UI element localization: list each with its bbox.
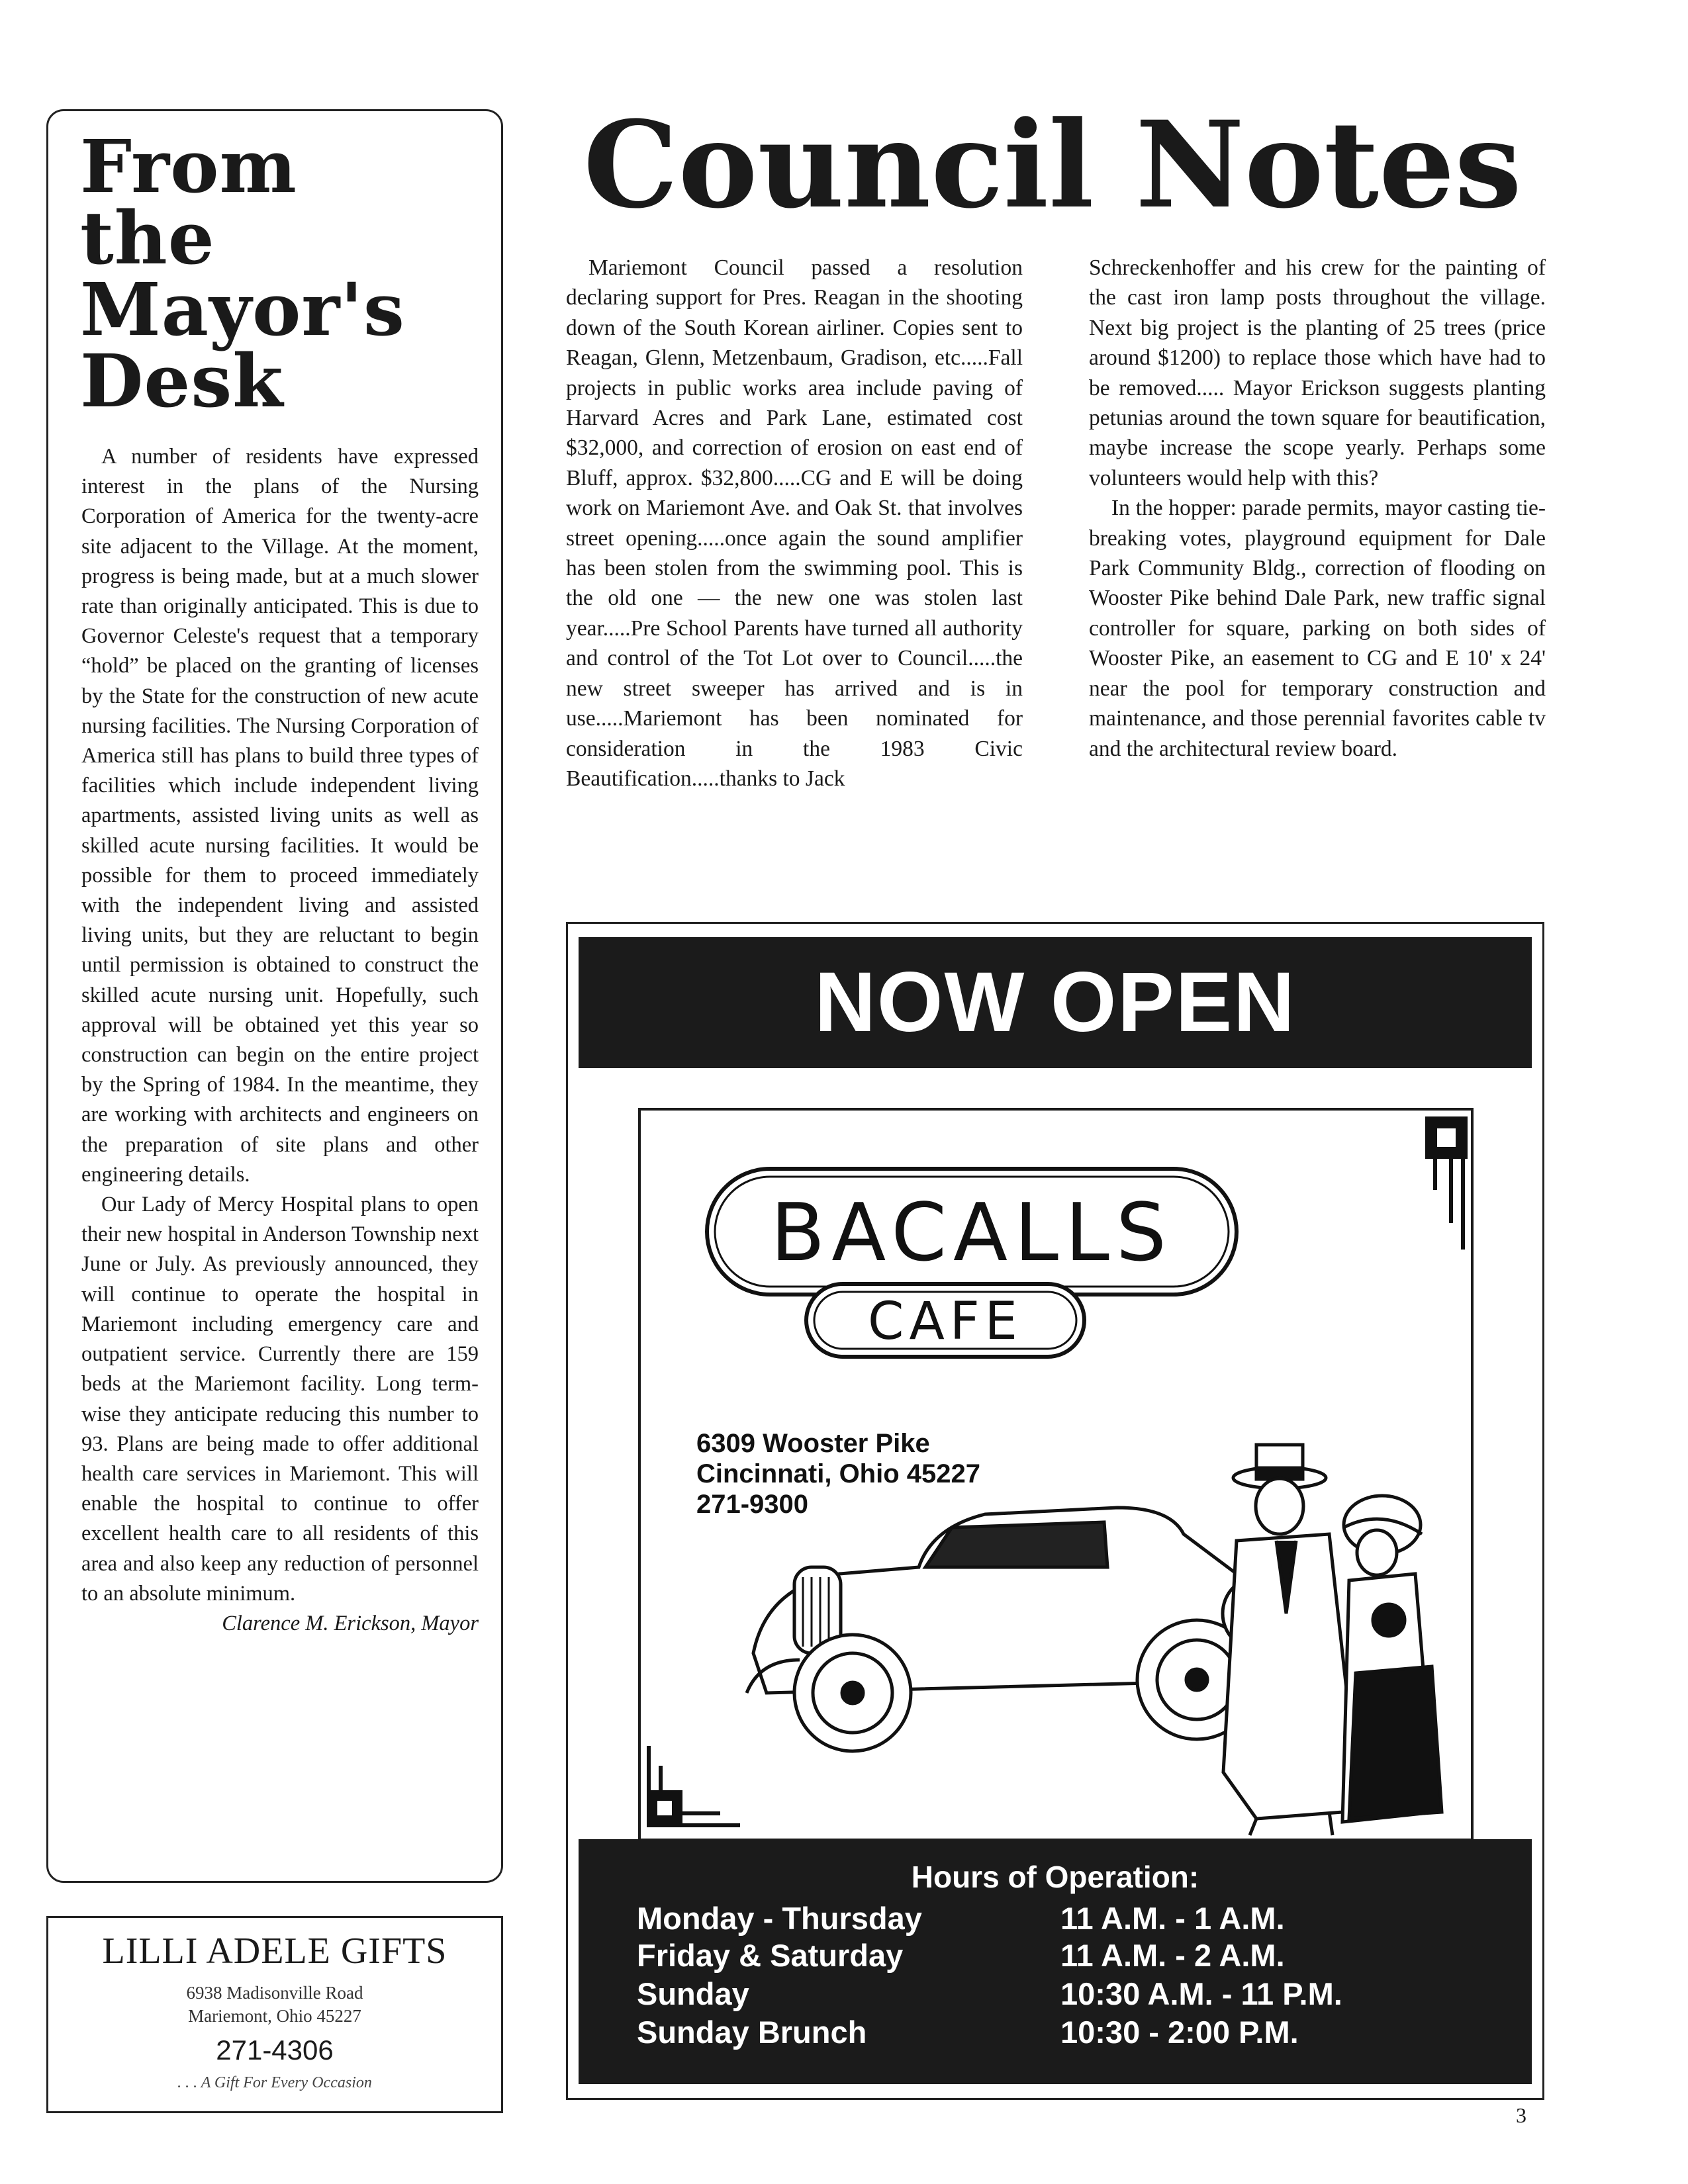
hours-day: Sunday xyxy=(637,1976,749,2011)
hours-time: 10:30 A.M. - 11 P.M. xyxy=(1060,1976,1342,2011)
cafe-city: Cincinnati, Ohio 45227 xyxy=(696,1459,981,1488)
council-column-2 xyxy=(1089,253,1546,764)
bacalls-logo xyxy=(707,1169,1237,1357)
mayor-title-line: the xyxy=(80,195,215,281)
bacalls-cafe-ad xyxy=(566,922,1544,2100)
now-open-banner: NOW OPEN xyxy=(579,937,1532,1068)
cafe-street: 6309 Wooster Pike xyxy=(696,1429,930,1458)
logo-cafe-text: CAFE xyxy=(868,1292,1023,1351)
hours-day: Sunday Brunch xyxy=(637,2015,867,2050)
mayor-title-line: Desk xyxy=(80,338,284,424)
council-notes-title: Council Notes xyxy=(583,95,1522,235)
mayor-title-line: From xyxy=(80,124,297,209)
council-paragraph: In the hopper: parade permits, mayor casting tie-breaking votes, playground equipment for Dale Park Community Bldg., correction of flooding on Wooster Pike behind Dale Park, new traffic signal controller for square, parking on both sides of Wooster Pike, an easement to CG and E 10' x 24' near the pool for temporary construction and maintenance, and those perennial favorites cable tv and the architectural review board. xyxy=(1089,496,1546,761)
lilli-ad-name: LILLI ADELE GIFTS xyxy=(102,1931,447,1972)
mayor-article-body xyxy=(81,442,479,1639)
council-column-1 xyxy=(566,253,1023,794)
mayor-desk-title xyxy=(80,124,491,424)
council-paragraph: Mariemont Council passed a resolution declaring support for Pres. Reagan in the shooting down of the South Korean airliner. Copies sent to Reagan, Glenn, Metzenbaum, Gradison, etc.....Fall projects in public works area include paving of Harvard Acres and Park Lane, estimated cost $32,000, and correction of erosion on east end of Bluff, approx. $32,800.....CG and E will be doing work on Mariemont Ave. and Oak St. that involves street opening.....once again the sound amplifier has been stolen from the swimming pool. This is the old one — the new one was stolen last year.....Pre School Parents have turned all authority and control of the Tot Lot over to Council.....the new street sweeper has arrived and is in use.....Mariemont has been nominated for consideration in the 1983 Civic Beautification.....thanks to Jack xyxy=(566,255,1023,791)
mayor-title-line: Mayor's xyxy=(80,267,405,352)
hours-time: 11 A.M. - 1 A.M. xyxy=(1060,1901,1285,1936)
lilli-adele-ad xyxy=(46,1916,503,2113)
hours-time: 11 A.M. - 2 A.M. xyxy=(1060,1938,1285,1973)
hours-day: Friday & Saturday xyxy=(637,1938,904,1973)
lilli-ad-tagline: . . . A Gift For Every Occasion xyxy=(177,2074,372,2091)
hours-of-operation-panel xyxy=(579,1839,1532,2084)
mayor-signature: Clarence M. Erickson, Mayor xyxy=(222,1611,479,1635)
vintage-car-icon xyxy=(747,1508,1297,1751)
mayor-desk-box xyxy=(46,109,503,1883)
hours-title: Hours of Operation: xyxy=(911,1860,1199,1894)
lilli-ad-phone: 271-4306 xyxy=(216,2034,334,2066)
mayor-paragraph: Our Lady of Mercy Hospital plans to open their new hospital in Anderson Township next June or July. As previously announced, they will continue to operate the hospital in Mariemont including emergency care and outpatient service. Currently there are 159 beds at the Mariemont facility. Long term-wise they anticipate reducing this number to 93. Plans are being made to offer additional health care services in Mariemont. This will enable the hospital to continue to offer excellent health care to all residents of this area and also keep any reduction of personnel to an absolute minimum. xyxy=(81,1193,479,1606)
mayor-paragraph: A number of residents have expressed interest in the plans of the Nursing Corporation of America for the twenty-acre site adjacent to the Village. At the moment, progress is being made, but at a much slower rate than originally anticipated. This is due to Governor Celeste's request that a temporary “hold” be placed on the granting of licenses by the State for the construction of new acute nursing facilities. The Nursing Corporation of America still has plans to build three types of facilities which include independent living apartments, assisted living units as well as skilled acute nursing facilities. It would be possible for them to proceed immediately with the independent living and assisted living units, but they are reluctant to begin until permission is obtained to construct the skilled acute nursing unit. Hopefully, such approval will be obtained yet this year so construction can begin on the entire project by the Spring of 1984. In the meantime, they are working with architects and engineers on the preparation of site plans and other engineering details. xyxy=(81,445,479,1187)
cafe-address-block xyxy=(696,1428,980,1520)
page-number: 3 xyxy=(1516,2103,1526,2127)
hours-day: Monday - Thursday xyxy=(637,1901,922,1936)
couple-illustration-icon xyxy=(1223,1445,1442,1835)
lilli-ad-address-line2: Mariemont, Ohio 45227 xyxy=(188,2006,361,2026)
logo-bacalls-text: BACALLS xyxy=(770,1187,1174,1279)
hours-time: 10:30 - 2:00 P.M. xyxy=(1060,2015,1299,2050)
council-paragraph: Schreckenhoffer and his crew for the painting of the cast iron lamp posts throughout the village. Next big project is the planting of 25 trees (price around $1200) to replace those which have had to be removed..... Mayor Erickson suggests planting petunias around the town square for beautification, maybe increase the scope yearly. Perhaps some volunteers would help with this? xyxy=(1089,255,1546,490)
lilli-ad-address-line1: 6938 Madisonville Road xyxy=(186,1983,363,2003)
cafe-phone: 271-9300 xyxy=(696,1490,809,1519)
cafe-illustration-frame xyxy=(638,1108,1474,1841)
